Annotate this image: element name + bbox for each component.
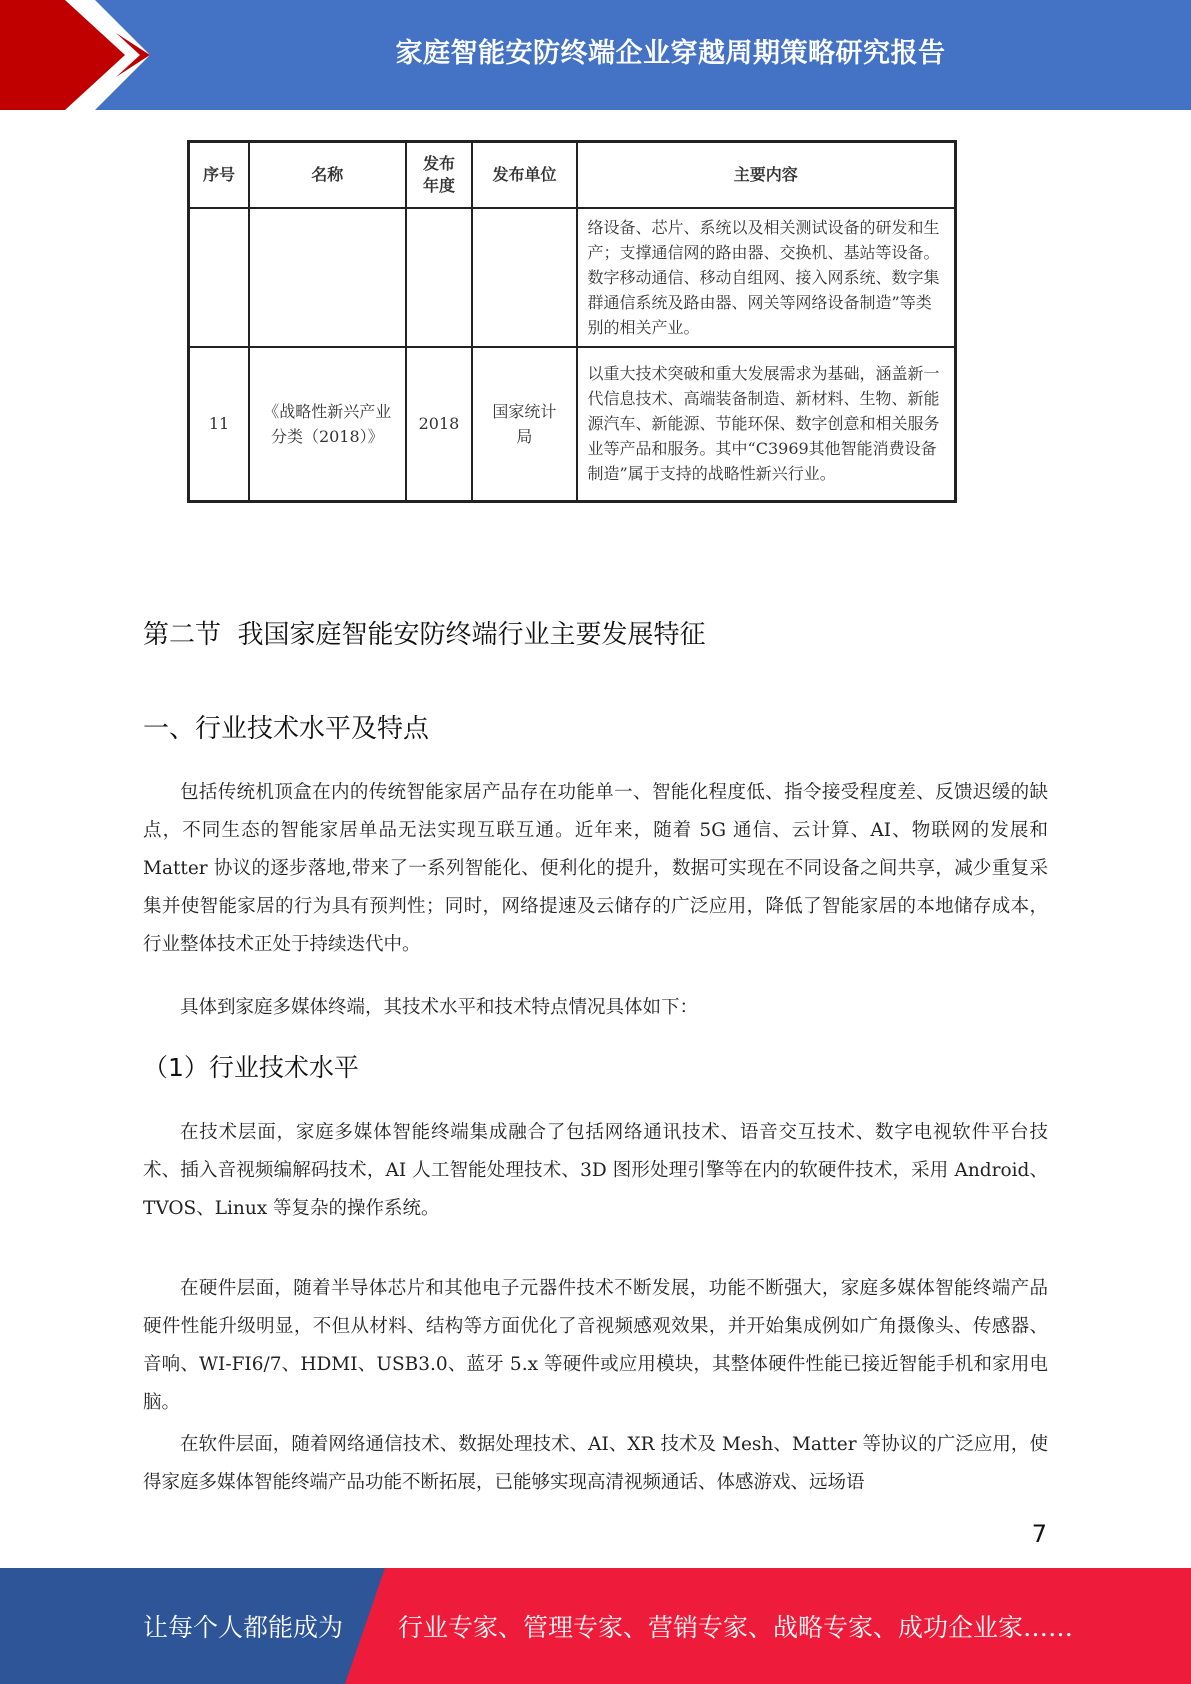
paragraph: 在硬件层面，随着半导体芯片和其他电子元器件技术不断发展，功能不断强大，家庭多媒体智能终端产品硬件性能升级明显，不但从材料、结构等方面优化了音视频感观效果，并开始集成例如广角摄像头、传感器、音响、WI-FI6/7、HDMI、USB3.0、蓝牙 5.x 等硬件或应用模块，其整体硬件性能已接近智能手机和家用电脑。 [143,1278,1048,1413]
table-row [189,208,956,347]
cell-name [249,208,406,347]
cell-issuer: 国家统计局 [472,347,576,501]
footer-slogan-left: 让每个人都能成为 [143,1613,344,1642]
paragraph: 具体到家庭多媒体终端，其技术水平和技术特点情况具体如下： [180,997,699,1018]
col-header-no: 序号 [189,142,250,209]
subheading-tech-level: （1）行业技术水平 [143,1053,359,1082]
cell-name: 《战略性新兴产业分类（2018）》 [249,347,406,501]
col-header-content: 主要内容 [577,142,956,209]
cell-no: 11 [189,347,250,501]
col-header-name: 名称 [249,142,406,209]
heading-tech-level: 一、行业技术水平及特点 [143,714,430,744]
header-band [0,0,1191,110]
col-header-year: 发布年度 [406,142,473,209]
cell-issuer [472,208,576,347]
cell-year [406,208,473,347]
paragraph: 在软件层面，随着网络通信技术、数据处理技术、AI、XR 技术及 Mesh、Matter 等协议的广泛应用，使得家庭多媒体智能终端产品功能不断拓展，已能够实现高清视频通话、体感游戏、远场语 [143,1434,1048,1493]
table-header-row [189,142,956,209]
table-row [189,347,956,501]
section-title: 第二节 我国家庭智能安防终端行业主要发展特征 [143,620,706,650]
paragraph: 在技术层面，家庭多媒体智能终端集成融合了包括网络通讯技术、语音交互技术、数字电视软件平台技术、插入音视频编解码技术，AI 人工智能处理技术、3D 图形处理引擎等在内的软硬件技术，采用 Android、TVOS、Linux 等复杂的操作系统。 [143,1122,1048,1219]
col-header-issuer: 发布单位 [472,142,576,209]
cell-no [189,208,250,347]
page-number: 7 [1031,1520,1047,1548]
footer-slogan-right: 行业专家、管理专家、营销专家、战略专家、成功企业家…… [398,1613,1074,1642]
paragraph: 包括传统机顶盒在内的传统智能家居产品存在功能单一、智能化程度低、指令接受程度差、反馈迟缓的缺点，不同生态的智能家居单品无法实现互联互通。近年来，随着 5G 通信、云计算、AI、物联网的发展和 Matter 协议的逐步落地,带来了一系列智能化、便利化的提升，数据可实现在不同设备之间共享，减少重复采集并使智能家居的行为具有预判性；同时，网络提速及云储存的广泛应用，降低了智能家居的本地储存成本，行业整体技术正处于持续迭代中。 [143,782,1048,955]
policy-table [187,140,957,503]
report-title: 家庭智能安防终端企业穿越周期策略研究报告 [395,37,946,69]
footer-band [0,1568,1191,1684]
cell-content: 络设备、芯片、系统以及相关测试设备的研发和生产；支撑通信网的路由器、交换机、基站等设备。数字移动通信、移动自组网、接入网系统、数字集群通信系统及路由器、网关等网络设备制造”等类别的相关产业。 [577,208,956,347]
cell-content: 以重大技术突破和重大发展需求为基础，涵盖新一代信息技术、高端装备制造、新材料、生物、新能源汽车、新能源、节能环保、数字创意和相关服务业等产品和服务。其中“C3969其他智能消费设备制造”属于支持的战略性新兴行业。 [577,347,956,501]
cell-year: 2018 [406,347,473,501]
